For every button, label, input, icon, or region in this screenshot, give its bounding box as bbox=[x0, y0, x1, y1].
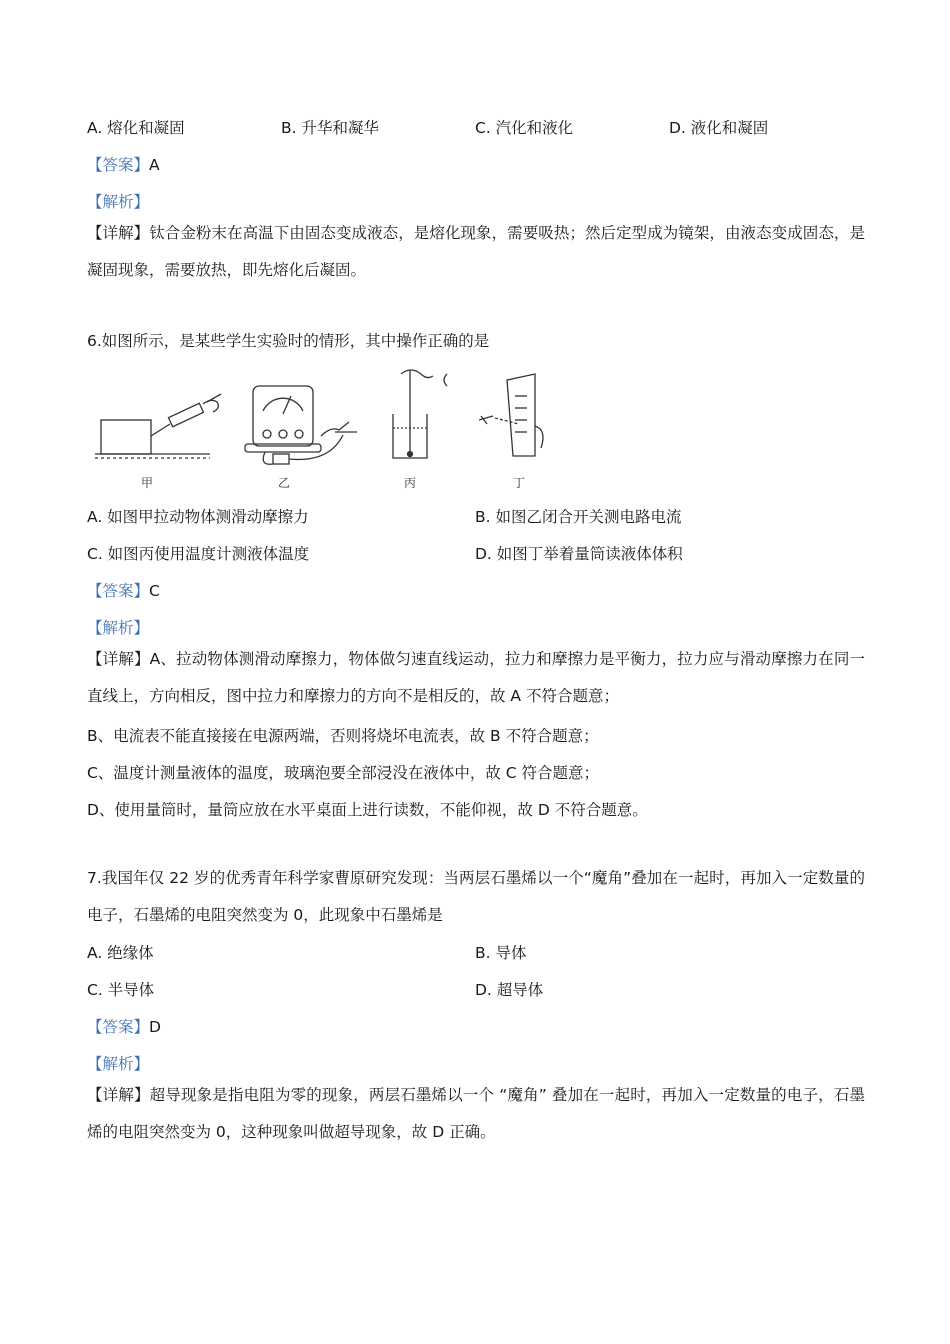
q7-answer bbox=[87, 1015, 161, 1037]
q5-option-a: A. 熔化和凝固 bbox=[87, 119, 185, 137]
figure-bing-drawing bbox=[393, 370, 447, 458]
q6-detail-c: C、温度计测量液体的温度，玻璃泡要全部浸没在液体中，故 C 符合题意； bbox=[87, 764, 600, 782]
q7-analysis-tag: 【解析】 bbox=[87, 1055, 150, 1073]
answer-tag: 【答案】 bbox=[87, 582, 150, 600]
detail-text: A、拉动物体测滑动摩擦力，物体做匀速直线运动，拉力和摩擦力是平衡力，拉力应与滑动摩擦力在同一直线上，方向相反，图中拉力和摩擦力的方向不是相反的，故 A 不符合题意； bbox=[87, 650, 865, 705]
q7-option-b: B. 导体 bbox=[475, 944, 527, 962]
q7-option-a: A. 绝缘体 bbox=[87, 944, 154, 962]
q7-detail bbox=[87, 1077, 865, 1151]
q7-question: 7.我国年仅 22 岁的优秀青年科学家曹原研究发现：当两层石墨烯以一个“魔角”叠加在一起时，再加入一定数量的电子，石墨烯的电阻突然变为 0，此现象中石墨烯是 bbox=[87, 869, 865, 924]
answer-tag: 【答案】 bbox=[87, 156, 150, 174]
q5-answer bbox=[87, 153, 160, 175]
q5-detail bbox=[87, 215, 865, 289]
answer-value: A bbox=[149, 156, 160, 174]
q7-option-d: D. 超导体 bbox=[475, 981, 544, 999]
figure-label-bing: 丙 bbox=[404, 476, 417, 490]
figure-label-yi: 乙 bbox=[278, 476, 291, 490]
q5-option-c: C. 汽化和液化 bbox=[475, 119, 574, 137]
q6-detail-b: B、电流表不能直接接在电源两端，否则将烧坏电流表，故 B 不符合题意； bbox=[87, 727, 599, 745]
figure-jia-drawing bbox=[95, 394, 221, 458]
figure-label-ding: 丁 bbox=[513, 476, 526, 490]
detail-text: 超导现象是指电阻为零的现象，两层石墨烯以一个 “魔角” 叠加在一起时，再加入一定数量的电子，石墨烯的电阻突然变为 0，这种现象叫做超导现象，故 D 正确。 bbox=[87, 1086, 865, 1141]
q7-option-c: C. 半导体 bbox=[87, 981, 155, 999]
figure-label-jia: 甲 bbox=[141, 476, 154, 490]
figure-yi-drawing bbox=[245, 386, 357, 464]
q6-option-b: B. 如图乙闭合开关测电路电流 bbox=[475, 508, 682, 526]
figure-ding-drawing bbox=[479, 374, 543, 456]
q6-option-a: A. 如图甲拉动物体测滑动摩擦力 bbox=[87, 508, 309, 526]
q6-option-c: C. 如图丙使用温度计测液体温度 bbox=[87, 545, 310, 563]
q5-analysis-tag: 【解析】 bbox=[87, 193, 150, 211]
detail-text: 钛合金粉末在高温下由固态变成液态，是熔化现象，需要吸热；然后定型成为镜架，由液态变成固态，是凝固现象，需要放热，即先熔化后凝固。 bbox=[87, 224, 865, 279]
experiment-illustration bbox=[95, 366, 555, 476]
detail-tag: 【详解】 bbox=[87, 1086, 150, 1104]
q6-analysis-tag: 【解析】 bbox=[87, 619, 150, 637]
answer-value: C bbox=[149, 582, 160, 600]
answer-value: D bbox=[149, 1018, 161, 1036]
q6-detail-d: D、使用量筒时，量筒应放在水平桌面上进行读数，不能仰视，故 D 不符合题意。 bbox=[87, 801, 648, 819]
q5-option-b: B. 升华和凝华 bbox=[281, 119, 379, 137]
q6-question: 6.如图所示，是某些学生实验时的情形，其中操作正确的是 bbox=[87, 332, 490, 350]
q6-figure bbox=[95, 366, 555, 491]
q6-option-d: D. 如图丁举着量筒读液体体积 bbox=[475, 545, 683, 563]
q6-answer bbox=[87, 579, 160, 601]
answer-tag: 【答案】 bbox=[87, 1018, 150, 1036]
detail-tag: 【详解】 bbox=[87, 650, 150, 668]
q5-option-d: D. 液化和凝固 bbox=[669, 119, 769, 137]
detail-tag: 【详解】 bbox=[87, 224, 150, 242]
q6-detail-a bbox=[87, 641, 865, 715]
